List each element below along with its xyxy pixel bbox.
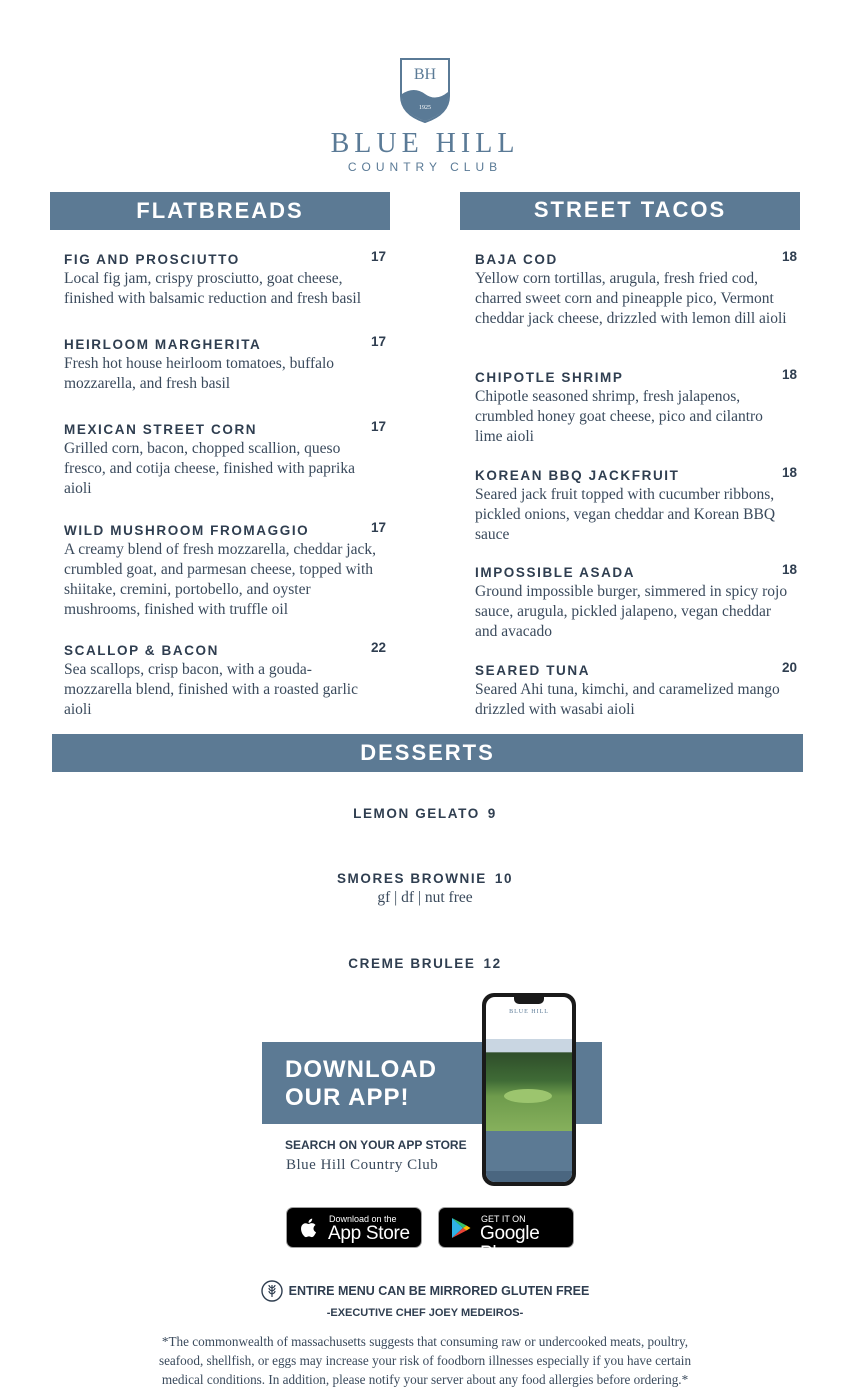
google-play-small-text: GET IT ON — [481, 1214, 526, 1224]
brand-subtitle: COUNTRY CLUB — [347, 160, 503, 174]
app-title-line-2: OUR APP! — [285, 1084, 410, 1111]
item-name: HEIRLOOM MARGHERITA — [64, 337, 262, 352]
menu-item — [475, 564, 797, 642]
golf-course-photo — [486, 1039, 572, 1131]
item-name: SEARED TUNA — [475, 663, 591, 678]
app-promo-title — [285, 1056, 437, 1112]
dessert-item — [0, 870, 850, 908]
menu-item — [64, 336, 386, 394]
google-play-big-text: Google Play — [480, 1223, 540, 1264]
flatbreads-heading: FLATBREADS — [50, 192, 390, 230]
dessert-price: 10 — [494, 871, 514, 886]
club-logo — [0, 56, 850, 174]
gluten-free-note — [0, 1280, 850, 1302]
dessert-name: SMORES BROWNIE — [336, 871, 487, 886]
item-price: 18 — [781, 249, 797, 264]
google-play-badge[interactable] — [438, 1207, 574, 1264]
item-description: Seared Ahi tuna, kimchi, and caramelized mango drizzled with wasabi aioli — [475, 681, 780, 718]
dessert-name: LEMON GELATO — [353, 806, 480, 821]
item-name: IMPOSSIBLE ASADA — [475, 565, 636, 580]
item-description: Chipotle seasoned shrimp, fresh jalapenos, crumbled honey goat cheese, pico and cilantro lime aioli — [475, 388, 763, 445]
item-description: Fresh hot house heirloom tomatoes, buffalo mozzarella, and fresh basil — [64, 355, 335, 392]
item-name: CHIPOTLE SHRIMP — [475, 370, 624, 385]
app-title-line-1: DOWNLOAD — [285, 1056, 437, 1083]
item-description: Yellow corn tortillas, arugula, fresh fried cod, charred sweet corn and pineapple pico, Vermont cheddar jack cheese, drizzled with lemon dill aioli — [475, 270, 787, 327]
item-name: WILD MUSHROOM FROMAGGIO — [64, 523, 310, 538]
phone-mockup — [482, 993, 576, 1186]
item-description: Ground impossible burger, simmered in spicy rojo sauce, arugula, pickled jalapeno, vegan cheddar and avacado — [475, 583, 788, 640]
dessert-price: 9 — [487, 806, 497, 821]
item-price: 17 — [370, 249, 386, 264]
item-description: Seared jack fruit topped with cucumber ribbons, pickled onions, vegan cheddar and Korean BBQ sauce — [475, 486, 776, 543]
app-store-badge[interactable] — [286, 1207, 422, 1248]
apple-icon — [297, 1216, 321, 1240]
golf-green — [504, 1089, 552, 1103]
item-price: 18 — [781, 465, 797, 480]
item-price: 17 — [370, 419, 386, 434]
item-price: 20 — [781, 660, 797, 675]
food-safety-disclaimer: *The commonwealth of massachusetts suggests that consuming raw or undercooked meats, poultry, seafood, shellfish, or eggs may increase your risk of foodborn illnesses especially if you have certain medical conditions. In addition, please notify your server about any food allergies before ordering.* — [158, 1334, 692, 1387]
google-play-icon — [449, 1216, 473, 1240]
app-store-big-text: App Store — [328, 1223, 410, 1244]
item-price: 17 — [370, 520, 386, 535]
dessert-name: CREME BRULEE — [348, 956, 476, 971]
dessert-item — [0, 955, 850, 973]
menu-item — [475, 369, 797, 447]
dessert-price: 12 — [483, 956, 502, 971]
wheat-icon — [261, 1280, 283, 1302]
app-store-small-text: Download on the — [329, 1214, 397, 1224]
menu-item — [475, 251, 797, 329]
dessert-item — [0, 805, 850, 823]
item-name: FIG AND PROSCIUTTO — [64, 252, 240, 267]
item-description: A creamy blend of fresh mozzarella, cheddar jack, crumbled goat, and parmesan cheese, topped with shiitake, cremini, portobello, and oyster mushrooms, finished with truffle oil — [64, 541, 376, 618]
item-price: 17 — [370, 334, 386, 349]
phone-nav-bar — [486, 1171, 572, 1182]
crest-icon — [398, 56, 452, 124]
menu-item — [64, 251, 386, 309]
item-description: Sea scallops, crisp bacon, with a gouda-mozzarella blend, finished with a roasted garlic aioli — [64, 661, 358, 718]
item-name: MEXICAN STREET CORN — [64, 422, 258, 437]
item-price: 18 — [781, 367, 797, 382]
phone-app-logo: BLUE HILL — [509, 1009, 549, 1015]
crest-year: 1925 — [419, 105, 431, 111]
item-name: SCALLOP & BACON — [64, 643, 220, 658]
item-description: Grilled corn, bacon, chopped scallion, queso fresco, and cotija cheese, finished with paprika aioli — [64, 440, 355, 497]
menu-item — [64, 421, 386, 499]
gluten-free-text: ENTIRE MENU CAN BE MIRRORED GLUTEN FREE — [288, 1284, 590, 1298]
app-club-name: Blue Hill Country Club — [286, 1157, 439, 1173]
menu-item — [64, 642, 386, 720]
item-price: 18 — [781, 562, 797, 577]
item-name: KOREAN BBQ JACKFRUIT — [475, 468, 680, 483]
phone-screen — [486, 997, 572, 1182]
menu-item — [475, 662, 797, 720]
crest-monogram: BH — [413, 66, 437, 83]
dessert-dietary-note: gf | df | nut free — [377, 889, 473, 906]
brand-name: BLUE HILL — [330, 128, 520, 159]
menu-item — [64, 522, 386, 620]
menu-item — [475, 467, 797, 545]
phone-notch — [514, 997, 544, 1004]
item-name: BAJA COD — [475, 252, 558, 267]
app-search-label: SEARCH ON YOUR APP STORE — [285, 1138, 467, 1152]
phone-info-panel — [486, 1131, 572, 1171]
item-price: 22 — [370, 640, 386, 655]
street-tacos-heading: STREET TACOS — [460, 192, 800, 230]
desserts-heading: DESSERTS — [52, 734, 803, 772]
item-description: Local fig jam, crispy prosciutto, goat cheese, finished with balsamic reduction and fresh basil — [64, 270, 362, 307]
executive-chef-credit: -EXECUTIVE CHEF JOEY MEDEIROS- — [326, 1307, 524, 1319]
